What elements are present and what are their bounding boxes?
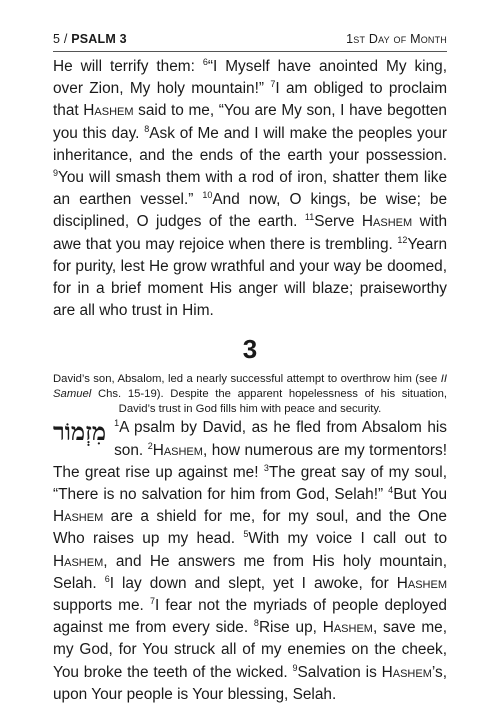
text-run: He will terrify them:: [53, 58, 203, 75]
text-run: And now, O kings, be wise; be disciplined, O judges of the earth.: [53, 191, 448, 231]
text-run: The great say of my soul, “There is no salvation for him from God, Selah!”: [53, 463, 447, 504]
psalm-introduction: [53, 372, 447, 417]
text-run: I lay down and slept, yet I awoke, for: [109, 574, 397, 592]
text-run: You will smash them with a rod of iron, shatter them like an earthen vessel.”: [53, 169, 447, 209]
hebrew-opening-word: מִזְמוֹר: [53, 417, 107, 447]
verse-number: 1: [114, 418, 120, 429]
text-run: , how numerous are my tormentors! The great rise up against me!: [53, 441, 448, 481]
header-divider: [53, 51, 447, 52]
verse-number: 6: [104, 573, 110, 584]
section-title: PSALM 3: [71, 32, 127, 46]
text-run: With my voice I call out to: [248, 530, 448, 548]
text-run: Chs. 15-19). Despite the apparent hopelessness of his situation, David’s trust in God fills him with peace and security.: [91, 388, 447, 416]
verse-number: 11: [304, 212, 315, 223]
text-run: ’s, upon Your people is Your blessing, Selah.: [53, 663, 447, 703]
verse-number: 10: [202, 190, 213, 201]
text-run: I am obliged to proclaim that: [53, 80, 448, 120]
text-run: A psalm by David, as he fled from Absalom his son.: [114, 419, 447, 459]
verse-number: 3: [263, 462, 269, 473]
text-run: , save me, my God, for You struck all of my enemies on the cheek, You broke the teeth of the wicked.: [53, 619, 447, 681]
divine-name: Hashem: [53, 508, 104, 526]
page-body: [53, 56, 447, 706]
verse-number: 12: [397, 234, 408, 245]
text-run: Serve: [314, 213, 362, 231]
page-header: [53, 32, 447, 46]
divine-name: Hashem: [152, 441, 203, 459]
divine-name: Hashem: [396, 574, 447, 592]
text-run: Salvation is: [297, 663, 382, 681]
page-locator: [53, 32, 127, 46]
verse-number: 7: [149, 595, 155, 606]
verse-number: 9: [53, 167, 59, 178]
text-run: are a shield for me, for my soul, and the One Who raises up my head.: [53, 508, 447, 548]
psalm-2-continuation: [53, 56, 447, 322]
divine-name: Hashem: [53, 552, 104, 570]
verse-number: 5: [243, 529, 249, 540]
verse-number: 2: [147, 440, 153, 451]
text-run: said to me, “You are My son, I have begotten you this day.: [53, 102, 447, 142]
text-run: But You: [393, 486, 448, 504]
text-run: David’s son, Absalom, led a nearly successful attempt to overthrow him (see: [53, 373, 441, 386]
divine-name: Hashem: [381, 663, 432, 681]
psalm-3-text: [53, 417, 447, 706]
text-run: Yearn for purity, lest He grow wrathful and your way be doomed, for in a brief moment His anger will blaze; praiseworthy are all who trust in Him.: [53, 235, 447, 320]
book-reference: II Samuel: [53, 373, 447, 401]
text-run: supports me.: [53, 597, 150, 615]
verse-number: 7: [270, 79, 276, 90]
verse-number: 6: [202, 56, 208, 67]
divine-name: Hashem: [322, 619, 373, 637]
text-run: with awe that you may rejoice when there is trembling.: [53, 213, 447, 253]
divine-name: Hashem: [361, 213, 413, 231]
verse-number: 8: [253, 618, 259, 629]
verse-number: 8: [144, 123, 150, 134]
page-number: 5: [53, 32, 61, 46]
verse-number: 4: [388, 484, 394, 495]
text-run: Ask of Me and I will make the peoples your inheritance, and the ends of the earth your possession.: [53, 124, 447, 164]
day-label: 1st Day of Month: [346, 32, 447, 46]
verse-number: 9: [292, 662, 298, 673]
text-run: , and He answers me from His holy mountain, Selah.: [53, 552, 447, 592]
text-run: I fear not the myriads of people deployed against me from every side.: [53, 597, 447, 637]
divine-name: Hashem: [83, 102, 134, 120]
psalm-number-heading: 3: [242, 334, 258, 365]
text-run: “I Myself have anointed My king, over Zion, My holy mountain!”: [53, 58, 447, 98]
header-separator: /: [60, 32, 72, 46]
text-run: Rise up,: [258, 619, 323, 637]
